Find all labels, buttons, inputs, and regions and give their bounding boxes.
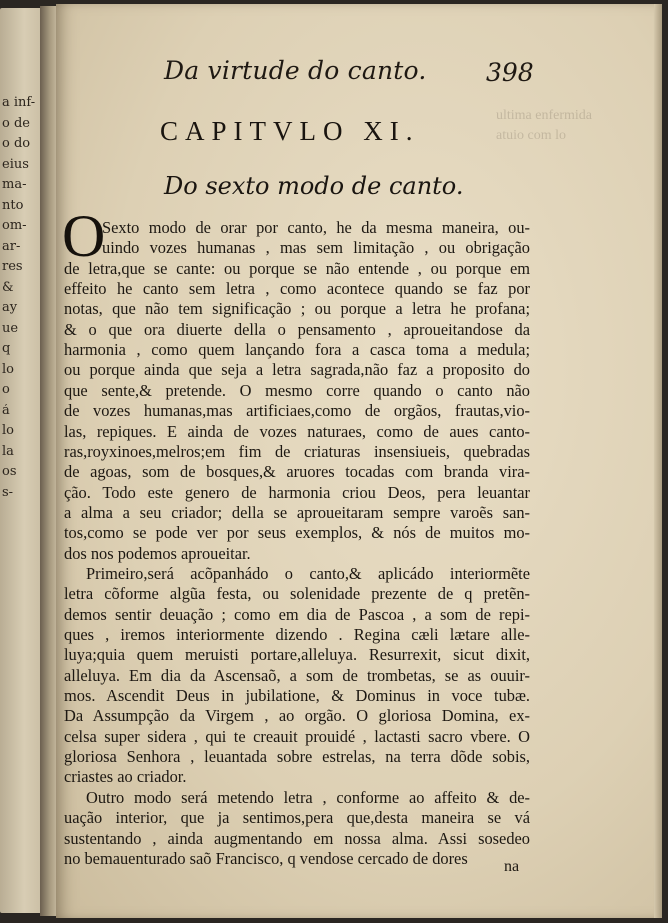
text-line: ras,royxinoes,melros;em fim de criaturas insensiueis, quebradas [64, 441, 530, 461]
previous-page-fragment: q [2, 342, 11, 356]
previous-page-fragment: la [2, 444, 14, 459]
text-line: no bemauenturado saõ Francisco, q vendose cercado de dores [64, 848, 468, 868]
text-line: de agoas, som de bosques,& aruores tocadas com branda vira- [64, 462, 530, 482]
text-line: Da Assumpção da Virgem , ao orgão. O gloriosa Domina, ex- [64, 706, 530, 726]
previous-page-fragment: s- [2, 485, 14, 500]
text-line: de vozes humanas,mas artificiaes,como de orgãos, frautas,vio- [64, 401, 530, 421]
text-line: alleluya. Em dia da Ascensaõ, a som de trombetas, se as ouuir- [64, 665, 530, 685]
previous-page-fragment: os [2, 465, 17, 479]
page-number: 398 [486, 58, 534, 87]
previous-page-fragment: lo [2, 362, 14, 377]
previous-page-fragment: ay [2, 301, 18, 315]
text-line: ques , iremos interiormente dizendo . Regina cæli lætare alle- [64, 625, 530, 644]
text-line: ção. Todo este genero de harmonia criou Deos, pera leuantar [64, 482, 530, 502]
text-line: que sente,& pretende. O mesmo corre quando o canto não [64, 380, 530, 400]
show-through: atuio com lo [496, 128, 566, 143]
previous-page-fragment: o do [2, 137, 31, 151]
text-line: letra cõforme algũa festa, ou solenidade prezente de q pretẽn- [64, 584, 530, 604]
text-line: de letra,que se cante: ou porque se não entende , ou porque em [64, 258, 530, 278]
previous-page-fragment: res [2, 260, 23, 274]
text-line: las, repiques. E ainda de vozes naturaes, como de aues canto- [64, 421, 530, 441]
text-line: tos,como se pode ver por seus exemplos, & nós de muitos mo- [64, 523, 530, 543]
text-line: Primeiro,será acõpanhádo o canto,& aplicádo interiormẽte [86, 563, 530, 583]
section-title: Do sexto modo de canto. [164, 172, 464, 200]
text-line: a alma a seu criador; della se aproueitaram sempre varoẽs san- [64, 502, 530, 522]
text-line: mos. Ascendit Deus in jubilatione, & Dominus in voce tubæ. [64, 686, 530, 706]
text-line: effeito he canto sem letra , como acontece quando se faz por [64, 279, 530, 299]
chapter-title: CAPITVLO XI. [160, 116, 420, 146]
text-line: Outro modo será metendo letra , conforme ao affeito & de- [86, 787, 530, 807]
previous-page-fragment: eius [2, 157, 29, 172]
show-through: ultima enfermida [496, 108, 593, 123]
previous-page-edge [0, 8, 44, 913]
page-edge [654, 4, 662, 918]
previous-page-fragment: ma- [2, 178, 27, 192]
previous-page-fragment: o [2, 383, 10, 397]
text-line: notas, que não tem significação ; ou porque a letra he profana; [64, 299, 530, 319]
text-line: dos nos podemos aproueitar. [64, 543, 251, 563]
text-line: Sexto modo de orar por canto, he da mesma maneira, ou- [102, 218, 530, 237]
previous-page-fragment: á [2, 403, 10, 418]
text-line: ou porque ainda que seja a letra sagrada,não faz a proposito do [64, 360, 530, 380]
running-head: Da virtude do canto. [164, 56, 427, 85]
catchword: na [504, 858, 520, 875]
previous-page-fragment: o de [2, 116, 30, 131]
text-line: luya;quia quem meruisti portare,alleluya. Resurrexit, sicut dixit, [64, 645, 530, 665]
book-page [56, 4, 662, 918]
text-line: celsa super sidera , qui te creauit prouidé , lactasti sacro vbere. O [64, 726, 530, 746]
text-line: gloriosa Senhora , leuantada sobre estrelas, na terra dõde sobis, [64, 747, 530, 767]
text-line: demos sentir deuação ; como em dia de Pascoa , a som de repi- [64, 604, 530, 624]
previous-page-fragment: & [2, 280, 14, 295]
text-line: sustentando , ainda augmentando em nossa alma. Assi sosedeo [64, 828, 530, 848]
drop-capital: O [62, 203, 106, 269]
text-line: criastes ao criador. [64, 767, 187, 787]
previous-page-fragment: nto [2, 198, 24, 213]
previous-page-fragment: om- [2, 219, 27, 233]
previous-page-fragment: lo [2, 424, 14, 438]
text-line: harmonia , como quem lançando fora a casca toma a medula; [64, 340, 530, 360]
text-line: uação interior, que ja sentimos,pera que,desta maneira se vá [64, 808, 530, 828]
previous-page-fragment: a inf- [2, 96, 36, 110]
text-line: uindo vozes humanas , mas sem limitação , ou obrigação [102, 238, 530, 258]
previous-page-fragment: ue [2, 321, 19, 336]
previous-page-fragment: ar- [2, 239, 21, 254]
text-line: & o que ora diuerte della o pensamento , aproueitandose da [64, 319, 530, 339]
